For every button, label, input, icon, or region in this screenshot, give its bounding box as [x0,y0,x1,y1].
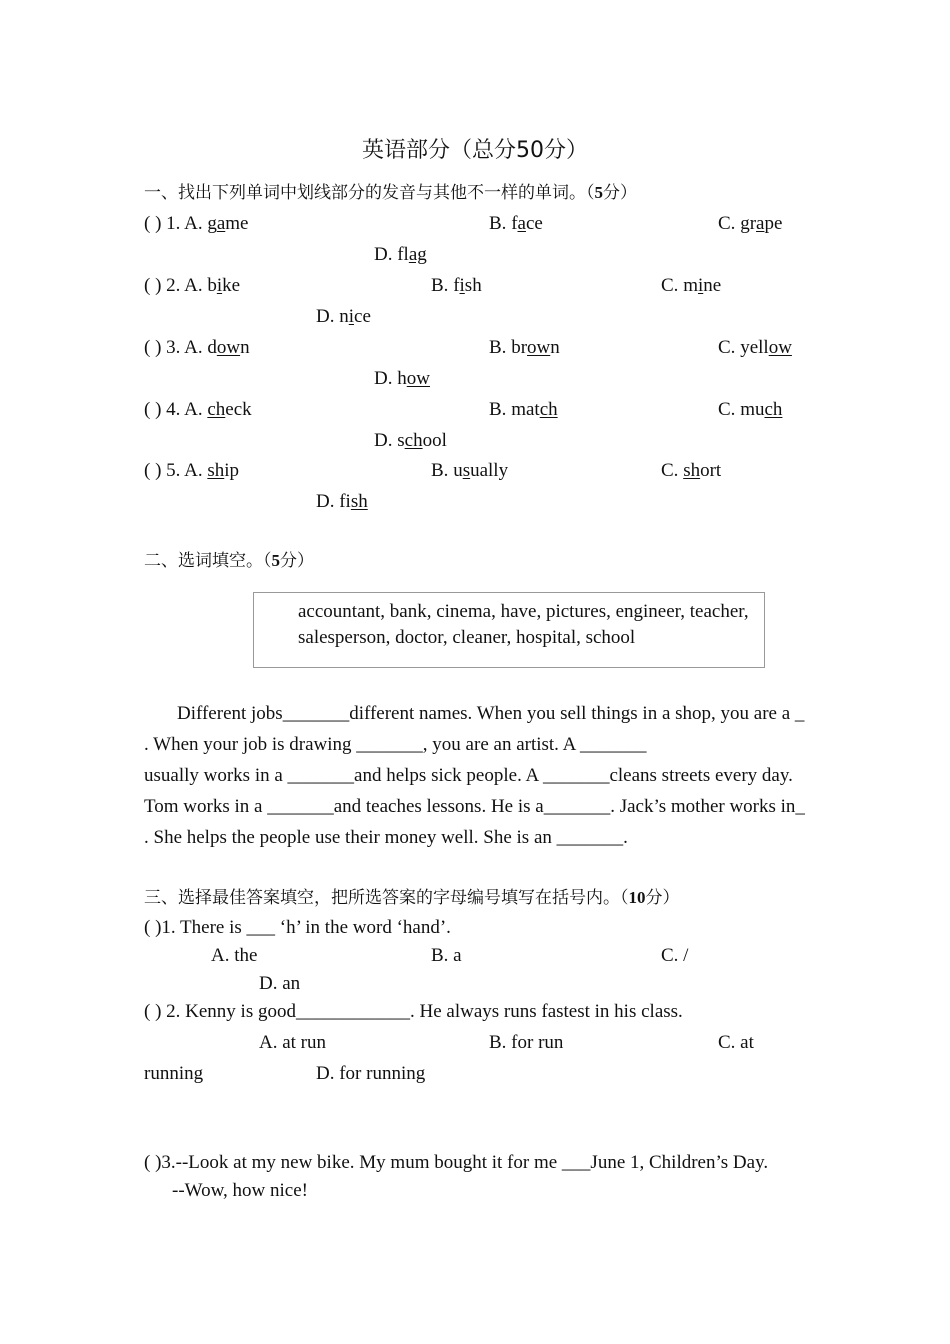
word-part: ool [422,430,447,451]
underlined-letters: i [348,306,355,327]
word-part: f [453,275,460,296]
word-part: m [683,275,698,296]
q1-option-d: D. an [259,973,301,994]
passage-line: Different jobs_______different names. When you sell things in a shop, you are a _ [177,703,805,724]
word-part: ce [354,306,371,327]
option-label: B. [489,399,512,420]
q1-stem: ( )1. There is ___ ‘h’ in the word ‘hand’. [144,917,451,938]
q2-option-c-cont: running [144,1063,204,1084]
option-label: B. [489,337,512,358]
q1-option-a: A. the [211,945,258,966]
q5-option-c [661,459,721,483]
word-part: n [240,337,250,358]
word-bank-box [253,592,765,668]
question-number: ( ) 2. A. [144,275,208,296]
underlined-letters: i [697,275,704,296]
section2-heading [144,549,314,573]
option-label: D. [374,430,398,451]
option-label: C. [661,460,684,481]
underlined-letters: ow [768,337,792,358]
option-label: B. [431,275,454,296]
q2-option-b [431,274,482,298]
word-part: n [339,306,349,327]
q4-option-a [144,398,252,422]
q5-option-a [144,459,239,483]
option-label: C. [718,213,741,234]
underlined-letters: ag [408,244,427,265]
question-number: ( ) 1. A. [144,213,208,234]
q2-option-a: A. at run [259,1032,327,1053]
underlined-letters: a [756,213,765,234]
word-part: mu [740,399,765,420]
word-bank-text: accountant, bank, cinema, have, pictures, engineer, teacher, salesperson, doctor, cleaner, hospital, school [298,601,749,648]
q2-stem: ( ) 2. Kenny is good____________. He always runs fastest in his class. [144,1001,683,1022]
underlined-letters: a [216,213,226,234]
option-label: B. [489,213,512,234]
section1-heading [144,181,637,205]
option-label: C. [718,337,741,358]
q1-option-d [374,243,427,267]
passage-line: usually works in a _______and helps sick people. A _______cleans streets every day. [144,765,793,786]
underlined-letters: i [459,275,465,296]
question-number: ( ) 4. A. [144,399,208,420]
word-part: ort [700,460,722,481]
option-label: C. [661,275,684,296]
q1-option-c [718,212,782,236]
underlined-letters: sh [683,460,701,481]
word-part: ke [222,275,241,296]
section1-heading-text: 一、找出下列单词中划线部分的发音与其他不一样的单词。（ [144,183,595,203]
q1-option-a [144,212,248,236]
underlined-letters: s [462,460,471,481]
q2-option-d: D. for running [316,1063,426,1084]
q4-option-b [489,398,558,422]
word-part: b [207,275,217,296]
option-label: D. [374,368,398,389]
q5-option-b [431,459,508,483]
section3-score: 10 [628,888,646,907]
word-part: pe [764,213,783,234]
section2-heading-text: 二、选词填空。（ [144,551,272,571]
word-part: br [511,337,528,358]
word-part: g [207,213,217,234]
word-part: fl [397,244,409,265]
section3-heading [144,886,680,910]
word-part: s [397,430,405,451]
underlined-letters: sh [350,491,368,512]
underlined-letters: ow [406,368,430,389]
q4-option-c [718,398,782,422]
word-part: n [550,337,560,358]
q3-reply: --Wow, how nice! [172,1180,308,1201]
passage-line: . She helps the people use their money well. She is an _______. [144,827,628,848]
question-number: ( ) 3. A. [144,337,208,358]
word-part: d [207,337,217,358]
underlined-letters: sh [207,460,225,481]
q3-option-d [374,367,430,391]
q3-option-c [718,336,792,360]
q1-option-b: B. a [431,945,462,966]
word-part: fi [339,491,351,512]
underlined-letters: ow [527,337,551,358]
page-title: 英语部分（总分50分） [362,138,588,163]
word-part: ually [470,460,509,481]
section2-score-suffix: 分） [280,551,314,571]
underlined-letters: ch [207,399,226,420]
word-part: ce [525,213,543,234]
q4-option-d [374,429,447,453]
option-label: D. [374,244,398,265]
option-label: C. [718,399,741,420]
section2-score: 5 [271,551,280,570]
section1-score-suffix: 分） [603,183,637,203]
q2-option-c: C. at [718,1032,754,1053]
passage-line: Tom works in a _______and teaches lessons. He is a_______. Jack’s mother works in_ [144,796,805,817]
question-number: ( ) 5. A. [144,460,208,481]
underlined-letters: ch [539,399,558,420]
word-part: eck [225,399,252,420]
q2-option-b: B. for run [489,1032,564,1053]
q2-option-c [661,274,721,298]
section3-score-suffix: 分） [645,888,680,908]
passage-line: . When your job is drawing _______, you are an artist. A _______ [144,734,647,755]
q3-stem: ( )3.--Look at my new bike. My mum bought it for me ___June 1, Children’s Day. [144,1152,769,1173]
option-label: B. [431,460,454,481]
word-part: gr [740,213,757,234]
option-label: D. [316,306,340,327]
word-part: ip [224,460,240,481]
word-part: f [511,213,518,234]
section1-score: 5 [594,183,603,202]
word-part: u [453,460,463,481]
underlined-letters: ch [404,430,423,451]
q1-option-b [489,212,543,236]
word-part: yell [740,337,769,358]
q1-option-c: C. / [661,945,689,966]
word-part: me [225,213,249,234]
option-label: D. [316,491,340,512]
q2-option-a [144,274,240,298]
word-part: mat [511,399,540,420]
underlined-letters: ch [764,399,783,420]
q3-option-b [489,336,560,360]
underlined-letters: ow [216,337,241,358]
q3-option-a [144,336,250,360]
q5-option-d [316,490,368,514]
underlined-letters: i [216,275,223,296]
section3-heading-text: 三、选择最佳答案填空，把所选答案的字母编号填写在括号内。（ [144,888,629,908]
word-part: sh [464,275,482,296]
word-part: ne [703,275,722,296]
q2-option-d [316,305,371,329]
word-part: h [397,368,407,389]
underlined-letters: a [517,213,526,234]
